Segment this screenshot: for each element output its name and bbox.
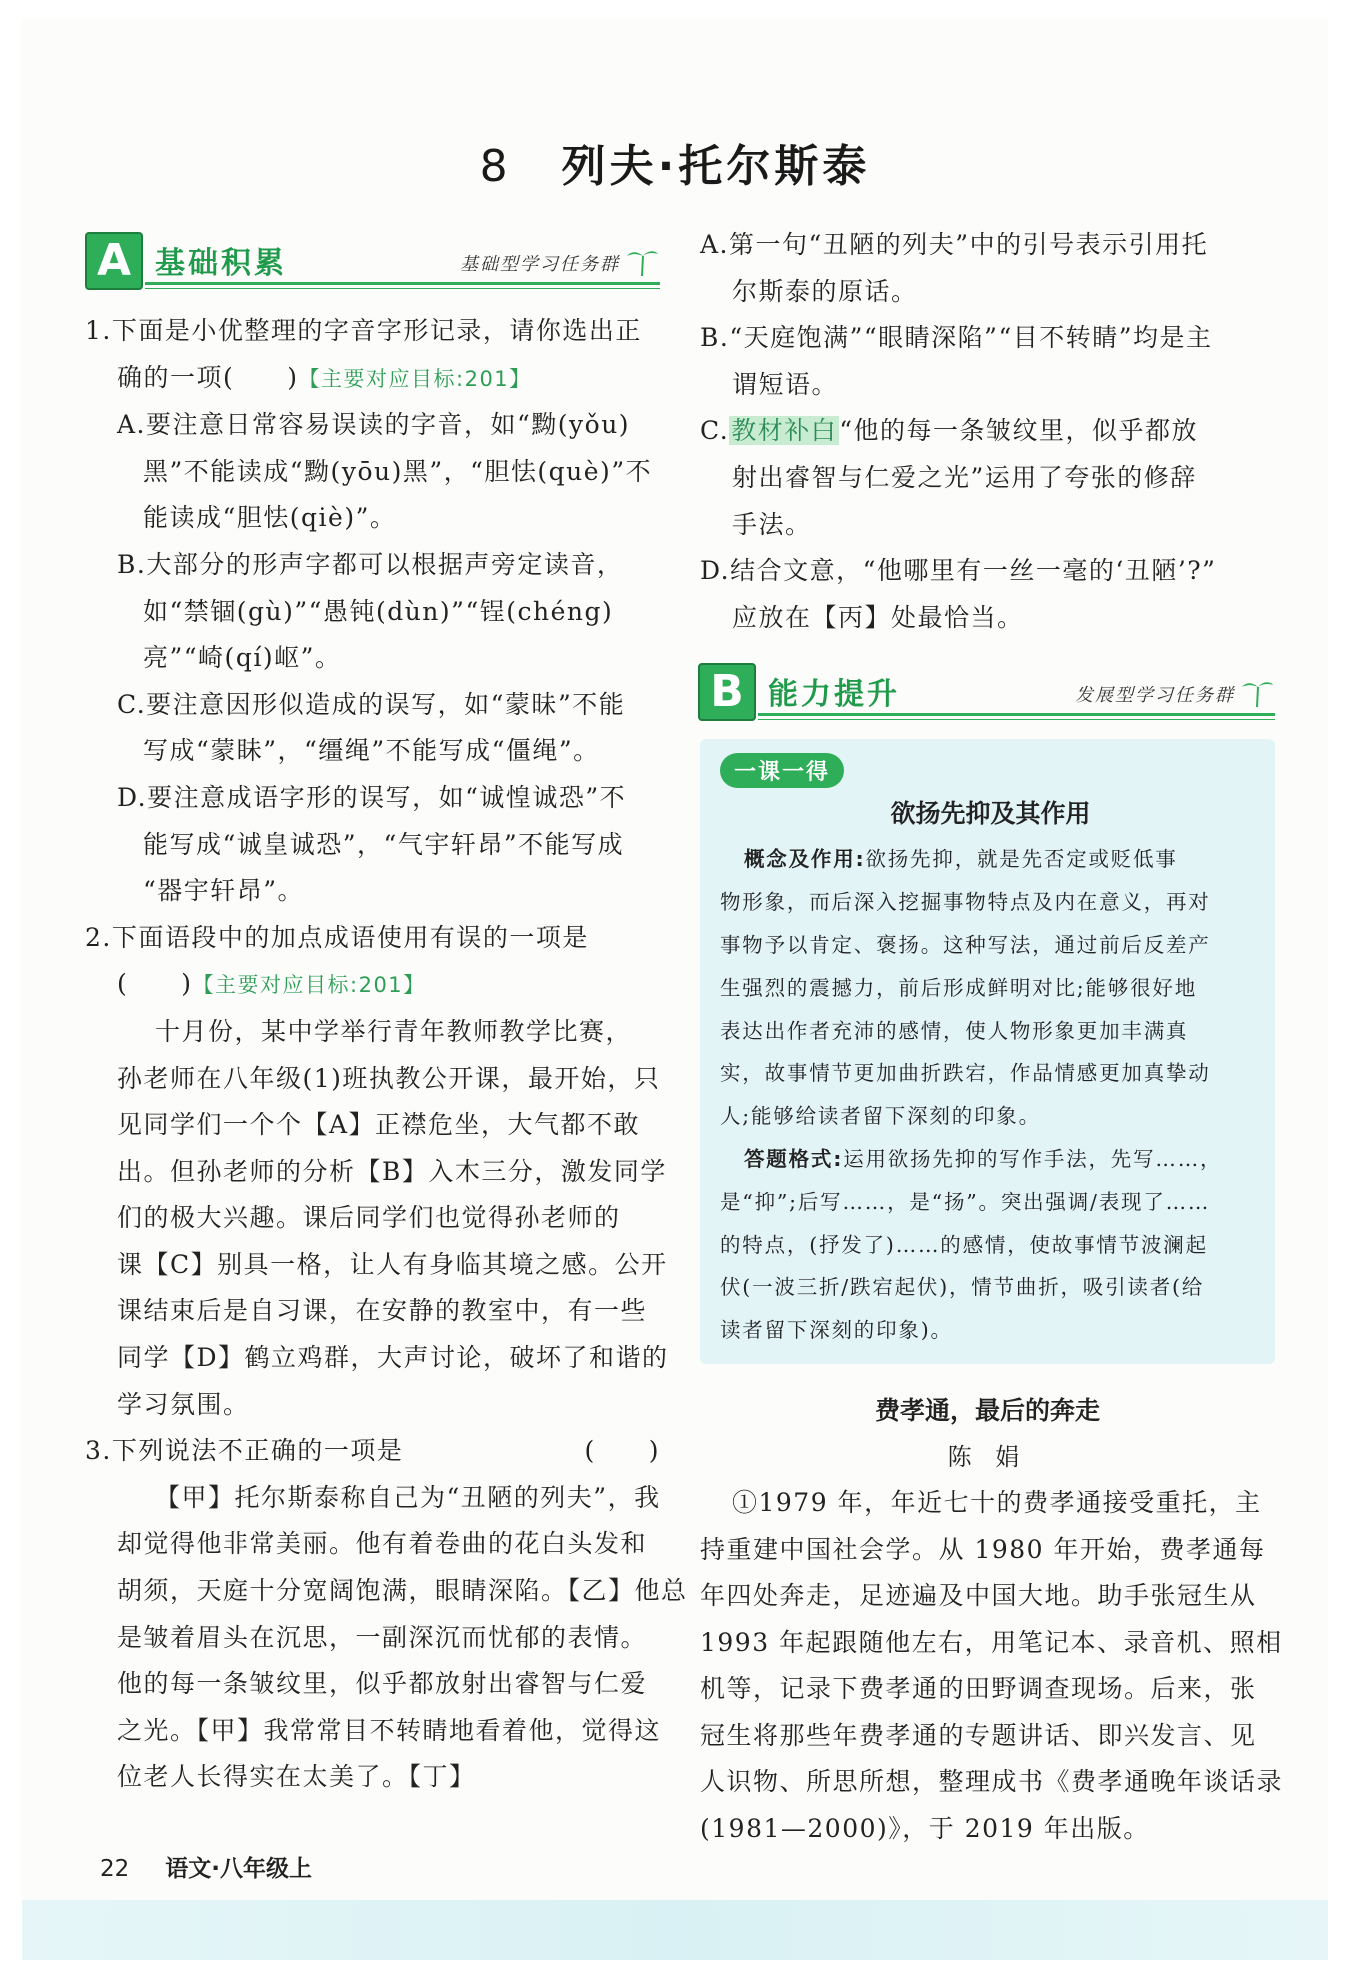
section-a-title: 基础积累 [155,246,287,281]
section-a-subtitle: 基础型学习任务群 [460,254,620,275]
q1-option-a: 黑”不能读成“黝(yōu)黑”，“胆怯(què)”不 [143,456,653,486]
question-1 [85,308,660,915]
target-tag: 【主要对应目标:201】 [192,973,426,998]
q1-option-a: 能读成“胆怯(qiè)”。 [143,503,397,533]
q3-option-c: C.教材补白“他的每一条皱纹里，似乎都放 [700,416,1198,446]
q1-line: 确的一项( )【主要对应目标:201】 [117,362,532,392]
q3-passage-line: 胡须，天庭十分宽阔饱满，眼睛深陷。【乙】他总 [117,1576,688,1606]
article-line: 冠生将那些年费孝通的专题讲话、即兴发言、见 [700,1720,1257,1750]
q3-option-d: D.结合文意，“他哪里有一丝一毫的‘丑陋’?” [700,556,1217,586]
tip-line: 实，故事情节更加曲折跌宕，作品情感更加真挚动 [720,1061,1211,1086]
q3-option-d: 应放在【丙】处最恰当。 [732,602,1024,632]
tip-line: 表达出作者充沛的感情，使人物形象更加丰满真 [720,1018,1189,1043]
tip-line: 答题格式:运用欲扬先抑的写作手法，先写……， [744,1146,1223,1171]
tip-line: 生强烈的震撼力，前后形成鲜明对比;能够很好地 [720,975,1198,1000]
learning-tip-box [700,739,1275,1364]
section-b-title: 能力提升 [768,677,900,713]
section-a-rule-thin [145,288,660,289]
section-a-rule [145,282,660,285]
section-b-rule-thin [758,719,1275,720]
q3-option-c: 手法。 [732,509,812,539]
tip-line: 的特点，(抒发了)……的感情，使故事情节波澜起 [720,1232,1208,1257]
tip-title: 欲扬先抑及其作用 [890,799,1091,829]
section-b-letter: B [698,663,756,721]
article-line: (1981—2000)》，于 2019 年出版。 [700,1814,1150,1844]
article-line: 人识物、所思所想，整理成书《费孝通晚年谈话录 [700,1767,1284,1797]
learning-badge: 一课一得 [720,753,844,788]
q1-option-c: C.要注意因形似造成的误写，如“蒙昧”不能 [117,689,626,719]
q2-passage-line: 孙老师在八年级(1)班执教公开课，最开始，只 [117,1063,661,1093]
tip-keyword: 答题格式: [744,1146,844,1171]
tip-line: 伏(一波三折/跌宕起伏)，情节曲折，吸引读者(给 [720,1275,1205,1300]
q2-passage-line: 学习氛围。 [117,1389,250,1419]
supplement-highlight: 教材补白 [731,416,838,446]
article-title: 费孝通，最后的奔走 [874,1395,1100,1425]
lesson-title: 列夫·托尔斯泰 [561,141,871,192]
q3-passage-line: 是皱着眉头在沉思，一副深沉而忧郁的表情。 [117,1622,648,1652]
section-b-header [698,663,1275,721]
q3-option-b: B.“天庭饱满”“眼睛深陷”“目不转睛”均是主 [700,323,1213,353]
q3-line: 3.下列说法不正确的一项是 ( ) [85,1428,660,1475]
q1-option-d: “器宇轩昂”。 [143,876,305,906]
q1-option-c: 写成“蒙眛”，“缰绳”不能写成“僵绳”。 [143,736,600,766]
lesson-number: 8 [479,141,512,192]
q2-passage-line: 们的极大兴趣。课后同学们也觉得孙老师的 [117,1203,621,1233]
tip-line: 读者留下深刻的印象)。 [720,1318,953,1343]
q3-passage-line: 却觉得他非常美丽。他有着卷曲的花白头发和 [117,1529,648,1559]
article-author: 陈 娟 [947,1442,1028,1471]
question-3 [85,1428,688,1801]
page-footer [100,1850,312,1883]
q3-passage-line: 他的每一条皱纹里，似乎都放射出睿智与仁爱 [117,1669,648,1699]
tip-keyword: 概念及作用: [744,847,866,872]
q1-option-b: B.大部分的形声字都可以根据声旁定读音， [117,549,624,579]
q1-option-d: D.要注意成语字形的误写，如“诚惶诚恐”不 [117,782,627,812]
article-line: ①1979 年，年近七十的费孝通接受重托，主 [732,1487,1262,1517]
q2-passage-line: 见同学们一个个【A】正襟危坐，大气都不敢 [117,1110,641,1140]
tip-line: 是“抑”;后写……，是“扬”。突出强调/表现了…… [720,1189,1211,1214]
question-2 [85,915,669,1429]
q2-passage-line: 课【C】别具一格，让人有身临其境之感。公开 [117,1249,668,1279]
q3-passage-line: 之光。【甲】我常常目不转睛地看着他，觉得这 [117,1715,662,1745]
bottom-band [22,1900,1328,1960]
q3-option-b: 谓短语。 [732,369,839,399]
q3-option-a: A.第一句“丑陋的列夫”中的引号表示引用托 [700,230,1209,259]
q2-line: ( )【主要对应目标:201】 [117,969,426,999]
q3-passage-line: 【甲】托尔斯泰称自己为“丑陋的列夫”，我 [155,1482,661,1512]
tip-line: 概念及作用:欲扬先抑，就是先否定或贬低事 [744,847,1178,872]
q1-option-b: 如“禁锢(gù)”“愚钝(dùn)”“锃(chéng) [143,596,614,626]
q1-option-d: 能写成“诚皇诚恐”，“气宇轩昂”不能写成 [143,829,625,859]
palm-tree-icon [1239,673,1275,709]
page-number: 22 [100,1856,130,1882]
q1-option-a: A.要注意日常容易误读的字音，如“黝(yǒu) [117,410,631,440]
article-line: 1993 年起跟随他左右，用笔记本、录音机、照相 [700,1627,1283,1657]
page-title [0,130,1350,194]
q2-passage-line: 出。但孙老师的分析【B】入木三分，激发同学 [117,1156,667,1186]
article-line: 机等，记录下费孝通的田野调查现场。后来，张 [700,1674,1257,1704]
section-a-letter: A [85,232,143,290]
q2-passage-line: 十月份，某中学举行青年教师教学比赛， [155,1016,633,1046]
q2-line: 2.下面语段中的加点成语使用有误的一项是 [85,922,589,952]
tip-line: 事物予以肯定、褒扬。这种写法，通过前后反差产 [720,932,1211,957]
article-line: 年四处奔走，足迹遍及中国大地。助手张冠生从 [700,1581,1257,1611]
article-line: 持重建中国社会学。从 1980 年开始，费孝通每 [700,1534,1266,1564]
target-tag: 【主要对应目标:201】 [298,366,532,391]
q3-passage-line: 位老人长得实在太美了。【丁】 [117,1762,476,1792]
q1-line: 1.下面是小优整理的字音字形记录，请你选出正 [85,316,642,345]
right-column [700,222,1284,1853]
palm-tree-icon [624,242,660,278]
section-b-subtitle: 发展型学习任务群 [1075,685,1235,707]
subject-grade: 语文·八年级上 [165,1856,313,1882]
section-b-rule [758,713,1275,716]
tip-line: 物形象，而后深入挖掘事物特点及内在意义，再对 [720,890,1211,915]
left-column [85,232,688,1801]
q3-option-a: 尔斯泰的原话。 [732,276,918,306]
answer-paren: ( ) [584,1436,660,1466]
section-a-header [85,232,660,290]
q2-passage-line: 同学【D】鹤立鸡群，大声讨论，破坏了和谐的 [117,1343,669,1373]
q3-option-c: 射出睿智与仁爱之光”运用了夸张的修辞 [732,462,1197,492]
q1-option-b: 亮”“崎(qí)岖”。 [143,643,342,673]
q2-passage-line: 课结束后是自习课，在安静的教室中，有一些 [117,1296,648,1326]
tip-line: 人;能够给读者留下深刻的印象。 [720,1104,1041,1129]
